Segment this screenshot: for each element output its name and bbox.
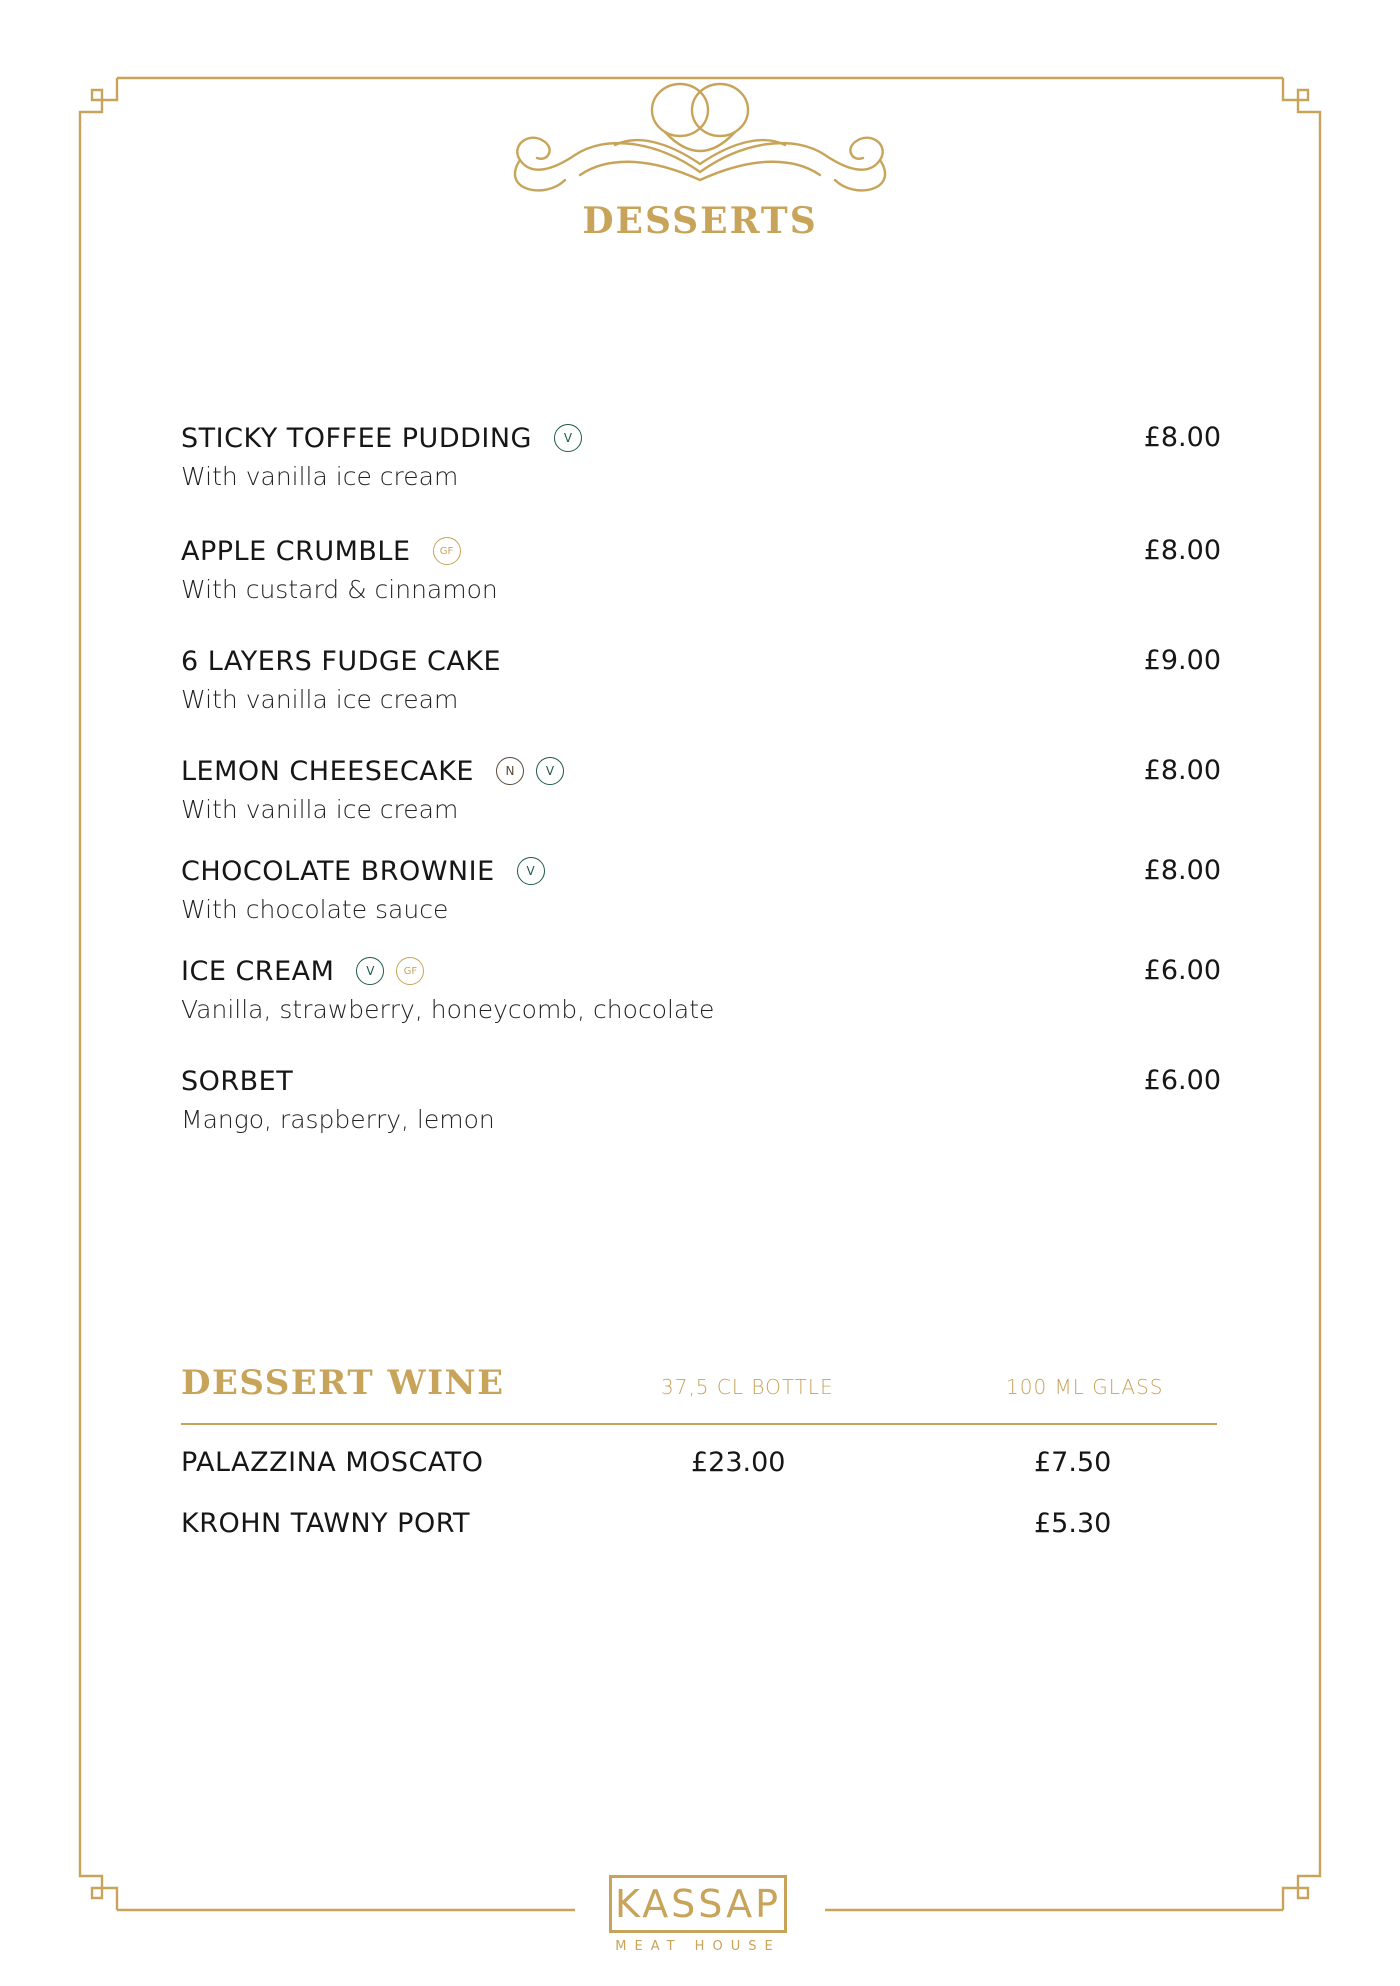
page-title: DESSERTS — [582, 200, 818, 242]
menu-item-price: £8.00 — [1143, 422, 1221, 453]
menu-item — [181, 641, 1221, 714]
wine-section-title: DESSERT WINE — [181, 1363, 505, 1403]
header-ornament — [495, 80, 905, 205]
wine-name: PALAZZINA MOSCATO — [181, 1447, 484, 1478]
menu-item — [181, 951, 1221, 1024]
logo-wordmark: KASSAP — [609, 1875, 787, 1933]
menu-item — [181, 851, 1221, 924]
menu-item-description: Mango, raspberry, lemon — [181, 1105, 495, 1134]
menu-item-name: 6 LAYERS FUDGE CAKE — [181, 645, 502, 677]
menu-item-price: £8.00 — [1143, 755, 1221, 786]
wine-row — [181, 1443, 1221, 1483]
menu-item — [181, 751, 1221, 824]
gluten-free-badge-icon: GF — [396, 957, 424, 985]
wine-header-divider — [181, 1423, 1217, 1425]
menu-item-description: With chocolate sauce — [181, 895, 449, 924]
menu-item-name: LEMON CHEESECAKE — [181, 755, 474, 787]
vegetarian-badge-icon: V — [536, 757, 564, 785]
menu-item-name: APPLE CRUMBLE — [181, 535, 411, 567]
menu-item-price: £9.00 — [1143, 645, 1221, 676]
wine-bottle-price: £23.00 — [691, 1447, 786, 1478]
menu-item-name: CHOCOLATE BROWNIE — [181, 855, 495, 887]
vegetarian-badge-icon: V — [356, 957, 384, 985]
logo-subtitle: MEAT HOUSE — [615, 1939, 781, 1954]
nuts-badge-icon: N — [496, 757, 524, 785]
menu-item — [181, 531, 1221, 604]
bottle-column-header: 37,5 CL BOTTLE — [661, 1375, 834, 1399]
menu-item — [181, 418, 1221, 491]
menu-item-price: £8.00 — [1143, 535, 1221, 566]
wine-glass-price: £7.50 — [1034, 1447, 1112, 1478]
menu-item-price: £6.00 — [1143, 955, 1221, 986]
menu-item-description: Vanilla, strawberry, honeycomb, chocolate — [181, 995, 715, 1024]
menu-item-name: STICKY TOFFEE PUDDING — [181, 422, 532, 454]
vegetarian-badge-icon: V — [517, 857, 545, 885]
menu-item-description: With vanilla ice cream — [181, 795, 459, 824]
wine-name: KROHN TAWNY PORT — [181, 1508, 470, 1539]
menu-item — [181, 1061, 1221, 1134]
wine-row — [181, 1504, 1221, 1544]
menu-item-price: £8.00 — [1143, 855, 1221, 886]
vegetarian-badge-icon: V — [554, 424, 582, 452]
menu-item-description: With vanilla ice cream — [181, 462, 459, 491]
glass-column-header: 100 ML GLASS — [1006, 1375, 1164, 1399]
menu-item-description: With custard & cinnamon — [181, 575, 498, 604]
gluten-free-badge-icon: GF — [433, 537, 461, 565]
menu-item-name: ICE CREAM — [181, 955, 335, 987]
menu-item-description: With vanilla ice cream — [181, 685, 459, 714]
menu-item-name: SORBET — [181, 1065, 294, 1097]
kassap-logo — [609, 1875, 789, 1965]
wine-glass-price: £5.30 — [1034, 1508, 1112, 1539]
menu-item-price: £6.00 — [1143, 1065, 1221, 1096]
